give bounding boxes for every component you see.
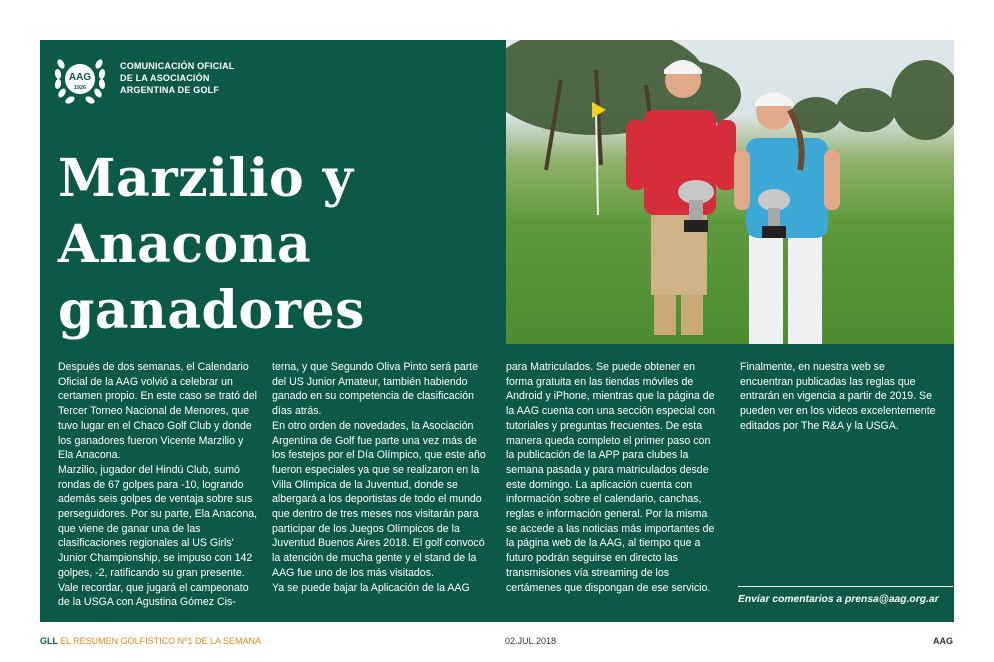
logo-text: AAG xyxy=(68,72,92,83)
article-column-4 xyxy=(740,360,940,434)
article-title xyxy=(58,146,498,344)
footer-brand: GLL xyxy=(40,636,58,646)
footer-date: 02.JUL.2018 xyxy=(505,636,557,646)
col4-paragraph-1: Finalmente, en nuestra web se encuentran publicadas las reglas que entrarán en vigencia a partir de 2019. Se pueden ver en los videos excelentemente editados por The R&A y la USGA. xyxy=(740,361,936,432)
article-column-3 xyxy=(506,360,720,595)
col2-paragraph-3: Ya se puede bajar la Aplicación de la AAG xyxy=(272,581,470,594)
logo-year: 1926 xyxy=(73,85,87,91)
org-line-3: ARGENTINA DE GOLF xyxy=(120,85,220,95)
photo-illustration xyxy=(506,40,954,344)
aag-logo xyxy=(53,52,107,106)
title-line-1: Marzilio y xyxy=(58,148,354,209)
col3-paragraph-1: para Matriculados. Se puede obtener en forma gratuita en las tiendas móviles de Android y iPhone, mientras que la página de la AAG cuenta con una sección especial con tutoriales y preguntas frecuentes. De esta manera queda completo el primer paso con la publicación de la APP para clubes la semana pasada y para matriculados desde este domingo. La aplicación cuenta con información sobre el calendario, canchas, reglas e información general. Por la misma se accede a las noticias más importantes de la página web de la AAG, al tiempo que a futuro podrán seguirse en directo las transmisiones vía streaming de los certámenes que dispongan de ese servicio. xyxy=(506,361,716,594)
article-column-2 xyxy=(272,360,486,595)
winners-photo xyxy=(506,40,954,344)
org-line-1: COMUNICACIÓN OFICIAL xyxy=(120,61,235,71)
col1-paragraph-2: Marzilio, jugador del Hindú Club, sumó rondas de 67 golpes para -10, logrando además seis golpes de ventaja sobre sus perseguidores. Por su parte, Ela Anacona, que viene de ganar una de las clasificaciones regionales al US Girls' Junior Championship, se impuso con 142 golpes, -2, ratificando su gran presente. Vale recordar, que jugará el campeonato de la USGA con Agustina Gómez Cis- xyxy=(58,463,258,609)
footer-publisher: AAG xyxy=(933,636,953,646)
col2-paragraph-2: En otro orden de novedades, la Asociación Argentina de Golf fue parte una vez más de los festejos por el Día Olímpico, que este año fueron especiales ya que se realizaron en la Villa Olímpica de la Juventud, donde se albergará a los deportistas de todo el mundo que dentro de tres meses nos visitarán para participar de los Juegos Olímpicos de la Juventud Buenos Aires 2018. El golf convocó la atención de mucha gente y el stand de la AAG fue uno de los más visitados. xyxy=(272,419,486,579)
footer-tagline: EL RESUMEN GOLFISTICO Nº1 DE LA SEMANA xyxy=(60,636,262,646)
title-line-2: Anacona xyxy=(58,214,312,275)
col1-paragraph-1: Después de dos semanas, el Calendario Oficial de la AAG volvió a celebrar un certamen propio. En este caso se trató del Tercer Torneo Nacional de Menores, que tuvo lugar en el Chaco Golf Club y donde los ganadores fueron Vicente Marzilio y Ela Anacona. xyxy=(58,361,258,462)
contact-link[interactable]: Enviar comentarios a prensa@aag.org.ar xyxy=(738,594,939,605)
col2-paragraph-1: terna, y que Segundo Oliva Pinto será parte del US Junior Amateur, también habiendo ganado en su competencia de clasificación días atrás. xyxy=(272,361,479,418)
org-line-2: DE LA ASOCIACIÓN xyxy=(120,73,210,83)
title-line-3: ganadores xyxy=(58,280,365,341)
org-label xyxy=(120,60,235,96)
contact-divider xyxy=(738,586,953,587)
article-column-1 xyxy=(58,360,258,610)
